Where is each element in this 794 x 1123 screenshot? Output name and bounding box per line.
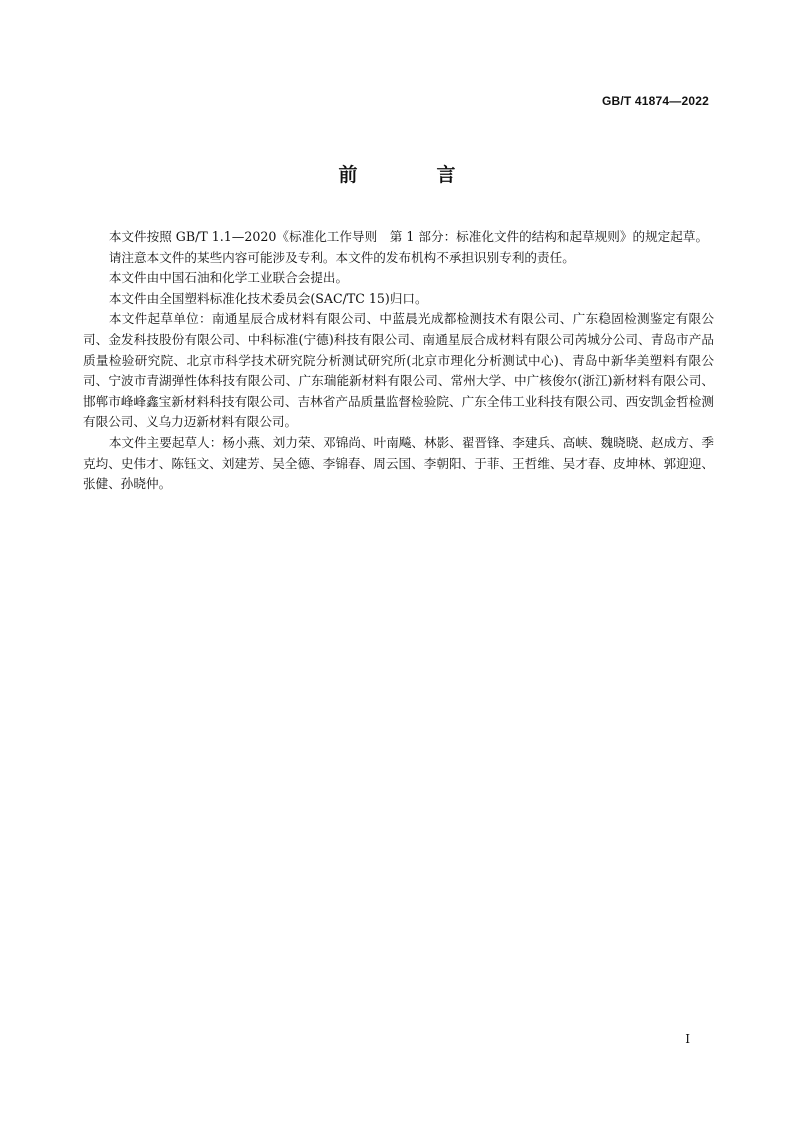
- paragraph-proposer: 本文件由中国石油和化学工业联合会提出。: [108, 270, 349, 286]
- page-number: I: [685, 1032, 690, 1046]
- paragraph-main-drafters: 本文件主要起草人：杨小燕、刘力荣、邓锦尚、叶南飚、林影、翟晋锋、李建兵、高峡、魏晓晓、赵成方、季克均、史伟才、陈钰文、刘建芳、吴全德、李锦春、周云国、李朝阳、于菲、王哲维、吴才春、皮坤林、郭迎迎、张健、孙晓仲。: [83, 434, 714, 492]
- standard-number: GB/T 41874—2022: [601, 94, 709, 108]
- document-body: [83, 227, 714, 495]
- paragraph-drafting-units: 本文件起草单位：南通星辰合成材料有限公司、中蓝晨光成都检测技术有限公司、广东稳固检测鉴定有限公司、金发科技股份有限公司、中科标准(宁德)科技有限公司、南通星辰合成材料有限公司芮城分公司、青岛市产品质量检验研究院、北京市科学技术研究院分析测试研究所(北京市理化分析测试中心)、青岛中新华美塑料有限公司、宁波市青湖弹性体科技有限公司、广东瑞能新材料有限公司、常州大学、中广核俊尔(浙江)新材料有限公司、邯郸市峰峰鑫宝新材料科技有限公司、吉林省产品质量监督检验院、广东全伟工业科技有限公司、西安凯金哲检测有限公司、义乌力迈新材料有限公司。: [83, 311, 714, 430]
- paragraph-patent-notice: 请注意本文件的某些内容可能涉及专利。本文件的发布机构不承担识别专利的责任。: [108, 249, 575, 265]
- paragraph-technical-committee: 本文件由全国塑料标准化技术委员会(SAC/TC 15)归口。: [108, 290, 428, 306]
- paragraph-drafting-rules: 本文件按照 GB/T 1.1—2020《标准化工作导则 第 1 部分：标准化文件的结构和起草规则》的规定起草。: [108, 229, 709, 244]
- page-title: 前 言: [338, 164, 486, 186]
